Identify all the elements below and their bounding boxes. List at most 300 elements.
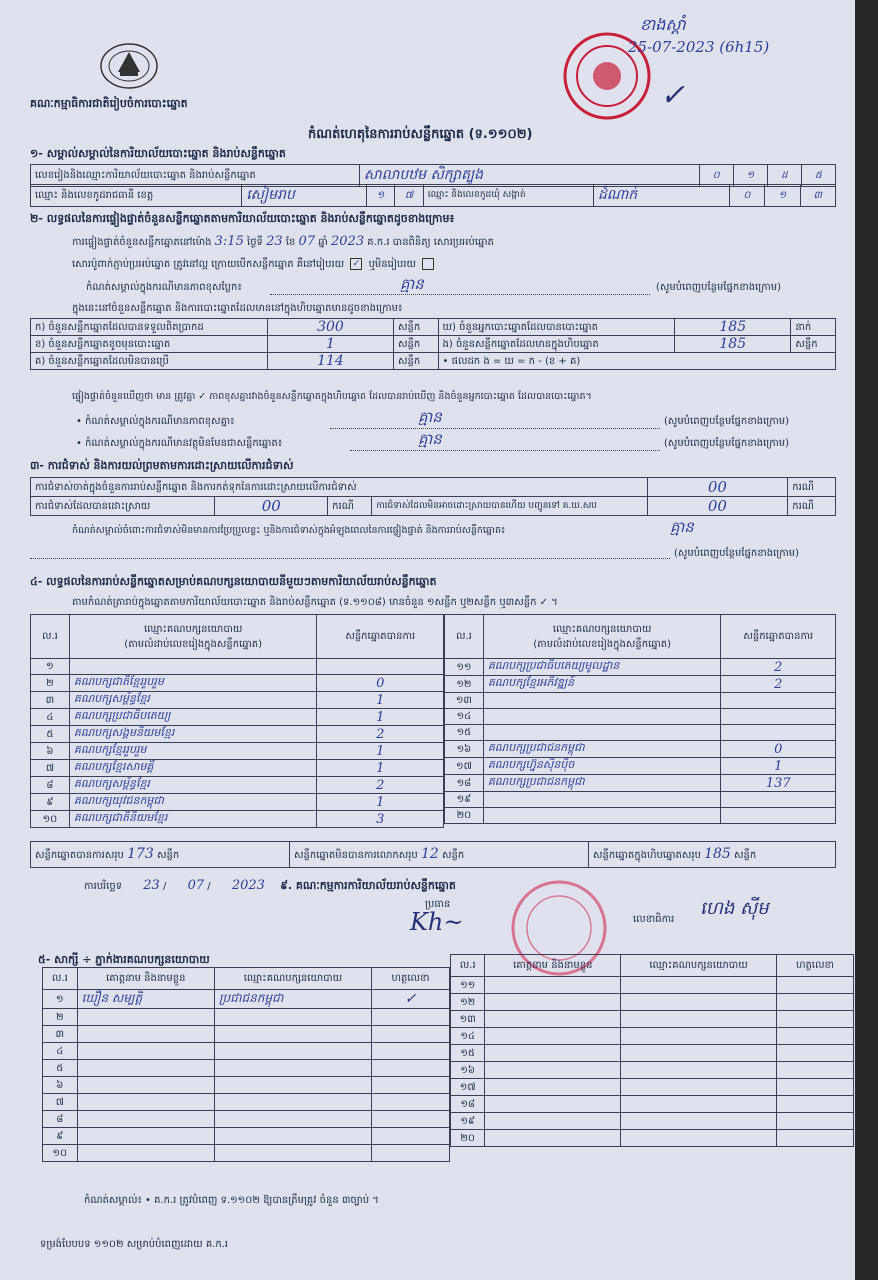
col-no: ល.រ xyxy=(43,968,78,990)
row-number: ១២ xyxy=(445,676,484,693)
witness-signature xyxy=(776,1011,853,1028)
witness-signature xyxy=(776,1130,853,1147)
s2-intro-c: សោរប៉ូពាក់ភ្ជាប់ប្រអប់ឆ្នោត ត្រូវនៅល្អ ក្រោយបើកសន្លឹកឆ្នោត គឺនៅរៀបរយ xyxy=(72,259,345,270)
witness-signature xyxy=(776,1079,853,1096)
row-number: ១ xyxy=(43,990,78,1009)
s1-digit: ៣ xyxy=(800,185,835,207)
row-number: ៧ xyxy=(43,1094,78,1111)
objection-row1-value: 00 xyxy=(647,478,788,497)
table-row xyxy=(43,1060,450,1077)
row-number: ១៤ xyxy=(451,1028,485,1045)
objection-table xyxy=(30,477,836,516)
org-name: គណៈកម្មាធិការជាតិរៀបចំការបោះឆ្នោត xyxy=(30,97,188,110)
sum-total-value: 185 xyxy=(704,846,731,862)
party-name: គណបក្សប្រជាធិបតេយ្យមូលដ្ឋាន xyxy=(483,659,721,676)
witness-name xyxy=(485,1113,621,1130)
witness-signature xyxy=(776,1113,853,1130)
table-row xyxy=(31,692,444,709)
s2-note1-value: គ្មាន xyxy=(400,275,424,293)
witness-signature xyxy=(372,1009,450,1026)
table-row xyxy=(31,811,444,828)
s2-intro-d: ឬមិនរៀបរយ xyxy=(368,259,416,270)
witness-name: ឃឿន សម្បត្តិ xyxy=(77,990,214,1009)
s2-note2-label: • កំណត់សម្គាល់ក្នុងករណីមានភាពខុសគ្នា៖ xyxy=(76,416,235,427)
table-row xyxy=(43,1077,450,1094)
vote-count: 2 xyxy=(721,659,836,676)
vote-count: 1 xyxy=(317,794,444,811)
witness-party xyxy=(214,1128,371,1145)
row-number: ១៦ xyxy=(451,1062,485,1079)
witness-name xyxy=(77,1094,214,1111)
party-name: គណបក្សប្រជាធិបតេយ្យ xyxy=(69,709,317,726)
witness-party xyxy=(621,1028,777,1045)
table-row xyxy=(43,1026,450,1043)
s2-day-label: ថ្ងៃទី xyxy=(247,237,263,248)
row-number: ១៥ xyxy=(445,725,484,741)
table-row xyxy=(31,709,444,726)
s1-province: សៀមរាប xyxy=(242,185,366,207)
vote-count: 1 xyxy=(317,760,444,777)
witness-party xyxy=(214,1043,371,1060)
witness-name xyxy=(485,977,621,994)
unit: សន្លឹក xyxy=(393,353,438,370)
party-name: គណបក្សប្រជាជនកម្ពុជា xyxy=(483,741,721,758)
stamp-time: 25-07-2023 (6h15) xyxy=(628,38,770,56)
witness-party xyxy=(214,1060,371,1077)
table-row xyxy=(445,741,836,758)
unit: ករណី xyxy=(788,497,836,516)
witness-party xyxy=(621,1113,777,1130)
ballot-count-table xyxy=(30,318,836,370)
row-b-label: ខ) ចំនួនសន្លឹកឆ្នោតខូចមុនបោះឆ្នោត xyxy=(31,336,268,353)
witness-name xyxy=(485,1079,621,1096)
table-row xyxy=(451,977,854,994)
s2-month: 07 xyxy=(298,234,316,249)
witness-party xyxy=(621,1130,777,1147)
table-row xyxy=(31,760,444,777)
row-number: ១១ xyxy=(451,977,485,994)
table-row xyxy=(31,659,444,675)
witness-party xyxy=(621,994,777,1011)
row-number: ៦ xyxy=(43,1077,78,1094)
s2-year-label: ឆ្នាំ xyxy=(318,237,328,248)
s1-digit: ១ xyxy=(733,165,767,187)
table-row xyxy=(43,1145,450,1162)
witness-party xyxy=(214,1111,371,1128)
objection-unresolved-label: ការជំទាស់ដែលមិនអាចដោះស្រាយបានហើយ បញ្ជូនទៅ គ.ឃ.សប xyxy=(372,497,648,516)
table-row xyxy=(451,1062,854,1079)
vote-count xyxy=(721,725,836,741)
party-name: គណបក្សប្រជាជនកម្ពុជា xyxy=(483,775,721,792)
unit: សន្លឹក xyxy=(393,319,438,336)
table-row xyxy=(445,792,836,808)
sum-total xyxy=(589,842,836,868)
handwritten-note: ខាងស្ដាំ xyxy=(640,15,686,34)
section2-heading: ២- លទ្ធផលនៃការផ្ទៀងផ្ទាត់ចំនួនសន្លឹកឆ្នោតតាមការិយាល័យបោះឆ្នោត និងរាប់សន្លឹកឆ្នោតដូចខាងក្រោម៖ xyxy=(30,212,455,225)
row-number: ១ xyxy=(31,659,70,675)
nec-logo xyxy=(98,40,160,90)
secretary-label: លេខាធិការ xyxy=(633,914,675,925)
table-row xyxy=(445,775,836,792)
row-number: ២០ xyxy=(451,1130,485,1147)
unit: ករណី xyxy=(328,497,372,516)
unit: សន្លឹក xyxy=(156,850,180,861)
s1-row1-value: សាលាបឋម សិក្សាត្បូង xyxy=(359,165,699,187)
section1-heading: ១- សម្គាល់សម្គាល់នៃការិយាល័យបោះឆ្នោត និងរាប់សន្លឹកឆ្នោត xyxy=(30,147,286,160)
table-row xyxy=(43,1128,450,1145)
s3-hint: (សូមបំពេញបន្ថែមផ្នែកខាងក្រោម) xyxy=(674,548,800,559)
row-number: ១៥ xyxy=(451,1045,485,1062)
table-row xyxy=(451,994,854,1011)
table-row xyxy=(43,1094,450,1111)
row-b-value: 1 xyxy=(268,336,394,353)
witness-table-right xyxy=(450,954,854,1147)
table-row xyxy=(445,659,836,676)
sum-valid-value: 173 xyxy=(127,846,154,862)
table-row xyxy=(43,1009,450,1026)
witness-party xyxy=(214,1145,371,1162)
witness-name xyxy=(485,1130,621,1147)
table-row xyxy=(451,1096,854,1113)
s2-hint: (សូមបំពេញបន្ថែមផ្នែកខាងក្រោម) xyxy=(664,416,790,427)
party-name: គណបក្សសម្ព័ន្ធខ្មែរ xyxy=(69,777,317,794)
witness-name xyxy=(485,994,621,1011)
row-number: ១៩ xyxy=(445,792,484,808)
witness-name xyxy=(77,1060,214,1077)
table-row xyxy=(43,990,450,1009)
row-number: ១១ xyxy=(445,659,484,676)
chair-label: ប្រធាន xyxy=(425,899,451,910)
witness-signature xyxy=(372,1043,450,1060)
row-a-value: 300 xyxy=(268,319,394,336)
party-name xyxy=(483,709,721,725)
footnote: កំណត់សម្គាល់៖ • គ.ក.រ ត្រូវបំពេញ ទ.១១០២ ឱ្យបានត្រឹមត្រូវ ចំនួន ៣ច្បាប់ ។ xyxy=(84,1195,379,1206)
s1-digit: ១ xyxy=(765,185,800,207)
col-name: គោត្តនាម និងនាមខ្លួន xyxy=(485,955,621,977)
witness-signature xyxy=(776,1045,853,1062)
vote-count xyxy=(317,659,444,675)
row-d-label: ឃ) ចំនួនអ្នកបោះឆ្នោតដែលបានបោះឆ្នោត xyxy=(438,319,675,336)
party-name: គណបក្សយុវជនកម្ពុជា xyxy=(69,794,317,811)
witness-signature xyxy=(372,1026,450,1043)
witness-party: ប្រជាជនកម្ពុជា xyxy=(214,990,371,1009)
table-row xyxy=(451,1130,854,1147)
unit: ករណី xyxy=(788,478,836,497)
unit: សន្លឹក xyxy=(393,336,438,353)
chair-signature: Kh~ xyxy=(410,908,464,936)
row-a-label: ក) ចំនួនសន្លឹកឆ្នោតដែលបានទទួលពិតប្រាកដ xyxy=(31,319,268,336)
sum-valid-label: សន្លឹកឆ្នោតបានការសរុប xyxy=(35,850,124,861)
s1-digit: ដ xyxy=(767,165,801,187)
s2-intro-line2 xyxy=(72,257,437,272)
witness-signature xyxy=(776,1062,853,1079)
party-name xyxy=(483,725,721,741)
section1-table-row2 xyxy=(30,184,836,207)
table-row xyxy=(31,777,444,794)
objection-row2-label: ការជំទាស់ដែលបានដោះស្រាយ xyxy=(31,497,215,516)
table-row xyxy=(445,709,836,725)
witness-name xyxy=(77,1145,214,1162)
form-footer: ទម្រង់បែបបទ ១១០២ សម្រាប់បំពេញដោយ គ.ក.រ xyxy=(40,1239,229,1250)
witness-name xyxy=(485,1028,621,1045)
witness-signature xyxy=(372,1060,450,1077)
witness-name xyxy=(77,1043,214,1060)
witness-signature xyxy=(372,1077,450,1094)
table-row xyxy=(451,1011,854,1028)
row-number: ៩ xyxy=(31,794,70,811)
vote-count xyxy=(721,808,836,824)
witness-signature xyxy=(372,1111,450,1128)
table-row xyxy=(445,676,836,693)
witness-signature xyxy=(372,1145,450,1162)
witness-signature: ✓ xyxy=(372,990,450,1009)
date-day: 23 xyxy=(143,878,160,893)
s4-intro: តាមកំណត់ត្រារាប់ក្នុងឆ្នោតតាមការិយាល័យបោះឆ្នោត និងរាប់សន្លឹកឆ្នោត (ទ.១១០៨) មានចំនួន ១សន្លឹក ឬ២សន្លឹក ឬ៣សន្លឹក ✓ ។ xyxy=(72,597,558,608)
witness-party xyxy=(621,1062,777,1079)
table-row xyxy=(445,758,836,775)
row-number: ៤ xyxy=(31,709,70,726)
row-number: ១៨ xyxy=(451,1096,485,1113)
s1-commune-label: ឈ្មោះ និងលេខកូដឃុំ សង្កាត់ xyxy=(423,185,593,207)
s2-time: 3:15 xyxy=(214,234,244,249)
witness-table-left xyxy=(42,967,450,1162)
party-name: គណបក្សសង្គមនិយមខ្មែរ xyxy=(69,726,317,743)
section3-heading: ៣- ការជំទាស់ និងការយល់ព្រមតាមការដោះស្រាយលើការជំទាស់ xyxy=(30,459,294,472)
top-signature: ✓ xyxy=(660,78,686,113)
party-name xyxy=(483,792,721,808)
disorderly-checkbox[interactable] xyxy=(422,258,434,270)
s2-note1-label: កំណត់សម្គាល់ក្នុងករណីមានភាពខុសប្លែក៖ xyxy=(86,282,242,293)
date-label: ការបរិច្ឆេទ xyxy=(84,881,123,892)
background-edge xyxy=(855,0,878,1280)
witness-signature xyxy=(372,1094,450,1111)
s1-row2-label: ឈ្មោះ និងលេខកូដរាជធានី ខេត្ត xyxy=(31,185,242,207)
row-number: ១៧ xyxy=(445,758,484,775)
committee-label: ៩. គណៈកម្មការការិយាល័យរាប់សន្លឹកឆ្នោត xyxy=(280,879,456,892)
table-row xyxy=(445,693,836,709)
unit: សន្លឹក xyxy=(441,850,465,861)
s2-intro-line1 xyxy=(72,234,494,250)
row-c-value: 114 xyxy=(268,353,394,370)
witness-signature xyxy=(776,1028,853,1045)
vote-count: 2 xyxy=(317,777,444,794)
table-row xyxy=(445,725,836,741)
table-row xyxy=(451,1028,854,1045)
col-no: ល.រ xyxy=(445,615,484,659)
row-number: ១២ xyxy=(451,994,485,1011)
row-number: ៣ xyxy=(43,1026,78,1043)
witness-signature xyxy=(776,994,853,1011)
row-e-value: 185 xyxy=(675,336,791,353)
table-row xyxy=(43,1043,450,1060)
row-number: ១៩ xyxy=(451,1113,485,1130)
s2-note3-label: • កំណត់សម្គាល់ក្នុងករណីមានវត្ថុមិនមែនជាសន្លឹកឆ្នោត៖ xyxy=(76,438,283,449)
s3-note-value: គ្មាន xyxy=(670,518,694,536)
row-number: ៦ xyxy=(31,743,70,760)
table-row xyxy=(31,726,444,743)
dotted-line xyxy=(270,294,650,295)
s2-month-label: ខែ xyxy=(285,237,296,248)
witness-party xyxy=(621,1079,777,1096)
date-month: 07 xyxy=(187,878,205,893)
section4-heading: ៤- លទ្ធផលនៃការរាប់សន្លឹកឆ្នោតសម្រាប់គណបក្សនយោបាយនីមួយៗតាមការិយាល័យរាប់សន្លឹកឆ្នោត xyxy=(30,575,437,588)
vote-count: 1 xyxy=(317,743,444,760)
vote-count xyxy=(721,792,836,808)
sum-total-label: សន្លឹកឆ្នោតក្នុងហិបឆ្នោតសរុប xyxy=(593,850,701,861)
s2-note1 xyxy=(86,280,242,295)
row-number: ៣ xyxy=(31,692,70,709)
table-row xyxy=(451,1079,854,1096)
date-year: 2023 xyxy=(231,878,265,893)
party-name xyxy=(483,693,721,709)
table-row xyxy=(31,675,444,692)
totals-row xyxy=(30,841,836,868)
s1-code: ៧ xyxy=(395,185,424,207)
witness-name xyxy=(485,1096,621,1113)
s2-intro-b: គ.ក.រ បានពិនិត្យ សោរប្រអប់ឆ្នោត xyxy=(367,237,494,248)
objection-unresolved: 00 xyxy=(647,497,788,516)
vote-count: 0 xyxy=(721,741,836,758)
section5-heading: ៥- សាក្សី ÷ ភ្នាក់ងារគណបក្សនយោបាយ xyxy=(38,953,210,966)
col-party: ឈ្មោះគណបក្សនយោបាយ xyxy=(621,955,777,977)
vote-count: 2 xyxy=(721,676,836,693)
row-number: ៧ xyxy=(31,760,70,777)
sum-invalid-value: 12 xyxy=(420,846,439,862)
s2-note2-value: គ្មាន xyxy=(418,408,442,426)
witness-name xyxy=(77,1026,214,1043)
party-name xyxy=(483,808,721,824)
col-party: ឈ្មោះគណបក្សនយោបាយ (តាមលំដាប់លេខរៀងក្នុងសន្លឹកឆ្នោត) xyxy=(69,615,317,659)
s1-code: ១ xyxy=(366,185,395,207)
unit: សន្លឹក xyxy=(791,336,836,353)
col-no: ល.រ xyxy=(451,955,485,977)
date-line: ការបរិច្ឆេទ 23 / 07 / 2023 ៩. គណៈកម្មការការិយាល័យរាប់សន្លឹកឆ្នោត xyxy=(84,878,456,893)
s1-row1-label: លេខរៀងនិងឈ្មោះការិយាល័យបោះឆ្នោត និងរាប់សន្លឹកឆ្នោត xyxy=(31,165,360,187)
s3-note-label: កំណត់សម្គាល់ចំពោះការជំទាស់មិនមានការប្រែប្រួលខ្លះ ឬនិងការជំទាស់ក្នុងអំឡុងពេលនៃការផ្ទៀងផ្ទាត់ និងការរាប់សន្លឹកឆ្នោត៖ xyxy=(72,525,506,536)
row-d-value: 185 xyxy=(675,319,791,336)
witness-signature xyxy=(776,977,853,994)
witness-party xyxy=(214,1026,371,1043)
vote-count: 1 xyxy=(721,758,836,775)
row-number: ៤ xyxy=(43,1043,78,1060)
witness-name xyxy=(77,1077,214,1094)
s2-note3-value: គ្មាន xyxy=(418,430,442,448)
witness-name xyxy=(485,1011,621,1028)
sum-invalid xyxy=(290,842,589,868)
row-number: ៩ xyxy=(43,1128,78,1145)
vote-count: 1 xyxy=(317,709,444,726)
dotted-line xyxy=(350,450,660,451)
row-c-label: គ) ចំនួនសន្លឹកឆ្នោតដែលមិនបានប្រើ xyxy=(31,353,268,370)
witness-signature xyxy=(372,1128,450,1145)
party-name: គណបក្សខ្មែរសាមគ្គី xyxy=(69,760,317,777)
row-number: ២ xyxy=(31,675,70,692)
witness-party xyxy=(621,1045,777,1062)
col-votes: សន្លឹកឆ្នោតបានការ xyxy=(721,615,836,659)
table-row xyxy=(31,743,444,760)
row-number: ១០ xyxy=(43,1145,78,1162)
party-name: គណបក្សហ្វ៊ុនស៊ិនប៉ិច xyxy=(483,758,721,775)
vote-count: 0 xyxy=(317,675,444,692)
vote-count: 1 xyxy=(317,692,444,709)
row-number: ១៦ xyxy=(445,741,484,758)
party-name: គណបក្សខ្មែរអភិវឌ្ឍន៍ xyxy=(483,676,721,693)
s1-digit: ០ xyxy=(699,165,733,187)
dotted-line xyxy=(330,428,660,429)
s1-digit: ៥ xyxy=(801,165,835,187)
orderly-checkbox[interactable]: ✓ xyxy=(350,258,362,270)
row-number: ១០ xyxy=(31,811,70,828)
secretary-name: ហេង ស៊ីម xyxy=(700,898,769,919)
objection-row1-label: ការជំទាស់ចាត់ក្នុងចំនួនការរាប់សន្លឹកឆ្នោត និងការកត់ទុកនៃការដោះស្រាយលើការជំទាស់ xyxy=(31,478,648,497)
party-name xyxy=(69,659,317,675)
table-row xyxy=(445,808,836,824)
s2-hint: (សូមបំពេញបន្ថែមផ្នែកខាងក្រោម) xyxy=(664,438,790,449)
row-number: ៨ xyxy=(43,1111,78,1128)
results-table-left xyxy=(30,614,444,828)
col-name: គោត្តនាម និងនាមខ្លួន xyxy=(77,968,214,990)
witness-party xyxy=(621,1096,777,1113)
row-number: ៥ xyxy=(43,1060,78,1077)
vote-count xyxy=(721,693,836,709)
witness-party xyxy=(214,1094,371,1111)
row-number: ២០ xyxy=(445,808,484,824)
row-number: ១៧ xyxy=(451,1079,485,1096)
formula: • ផលដក ង = ឃ = ក - (ខ + គ) xyxy=(438,353,835,370)
col-party: ឈ្មោះគណបក្សនយោបាយ (តាមលំដាប់លេខរៀងក្នុងសន្លឹកឆ្នោត) xyxy=(483,615,721,659)
witness-party xyxy=(621,977,777,994)
s2-year: 2023 xyxy=(331,234,365,249)
col-party: ឈ្មោះគណបក្សនយោបាយ xyxy=(214,968,371,990)
unit: នាក់ xyxy=(791,319,836,336)
form-title: កំណត់ហេតុនៃការរាប់សន្លឹកឆ្នោត (ទ.១១០២) xyxy=(308,127,533,142)
party-name: គណបក្សខ្មែររួបរួម xyxy=(69,743,317,760)
sum-invalid-label: សន្លឹកឆ្នោតមិនបានការលោកសរុប xyxy=(294,850,418,861)
row-number: ១៣ xyxy=(445,693,484,709)
objection-resolved: 00 xyxy=(215,497,328,516)
s1-commune: ដំណាក់ xyxy=(593,185,729,207)
col-votes: សន្លឹកឆ្នោតបានការ xyxy=(317,615,444,659)
s2-day: 23 xyxy=(266,234,283,249)
col-no: ល.រ xyxy=(31,615,70,659)
witness-signature xyxy=(776,1096,853,1113)
dotted-line xyxy=(30,558,670,559)
col-sign: ហត្ថលេខា xyxy=(776,955,853,977)
table-row xyxy=(31,794,444,811)
witness-name xyxy=(77,1111,214,1128)
witness-name xyxy=(77,1009,214,1026)
vote-count: 2 xyxy=(317,726,444,743)
row-number: ៥ xyxy=(31,726,70,743)
party-name: គណបក្សជាតិខ្មែររួបរួម xyxy=(69,675,317,692)
results-table-right xyxy=(444,614,836,824)
table-row xyxy=(451,1045,854,1062)
vote-count xyxy=(721,709,836,725)
table-row xyxy=(451,1113,854,1130)
table-row xyxy=(43,1111,450,1128)
s2-intro-a: ការផ្ទៀងផ្ទាត់ចំនួនសន្លឹកឆ្នោតនៅម៉ោង xyxy=(72,237,212,248)
s2-table-intro: ក្នុងនេះនៅចំនួនសន្លឹកឆ្នោត និងការបោះឆ្នោតដែលមាននៅក្នុងហិបឆ្នោតមានដូចខាងក្រោម៖ xyxy=(72,303,403,314)
vote-count: 137 xyxy=(721,775,836,792)
witness-party xyxy=(214,1077,371,1094)
s1-digit: ០ xyxy=(729,185,764,207)
row-number: ២ xyxy=(43,1009,78,1026)
witness-name xyxy=(485,1045,621,1062)
row-e-label: ង) ចំនួនសន្លឹកឆ្នោតដែលមានក្នុងហិបឆ្នោត xyxy=(438,336,675,353)
witness-name xyxy=(485,1062,621,1079)
party-name: គណបក្សសម្ព័ន្ធខ្មែរ xyxy=(69,692,317,709)
party-name: គណបក្សជាតិនិយមខ្មែរ xyxy=(69,811,317,828)
